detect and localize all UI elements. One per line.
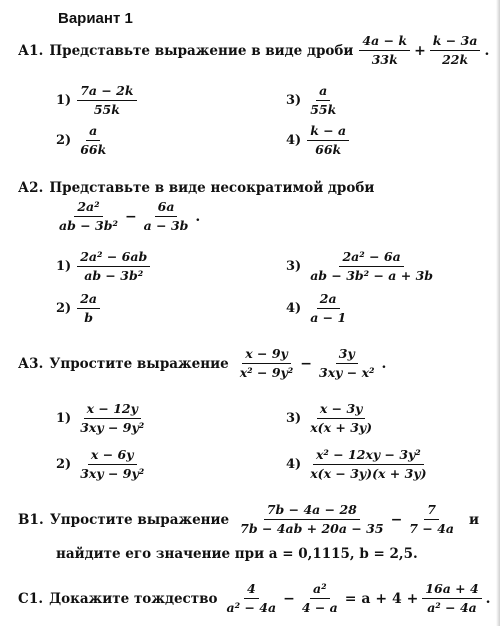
- a1-option-2: [56, 124, 109, 158]
- c1-expr-frac-3: $\frac{16a + 4}{\text{a² − 4a}}$: [422, 582, 481, 616]
- a3-option-4-number: 4): [286, 457, 302, 473]
- a2-option-1-number: 1): [56, 259, 72, 275]
- a2-option-3-frac: $\frac{\text{2a² − 6a}}{\text{ab − 3b² − a + 3b}}$: [310, 249, 434, 284]
- a3-expr-op: −: [300, 355, 313, 372]
- task-b1-label: В1.: [18, 511, 44, 528]
- a1-option-4-frac: $\frac{k - a}{66k}$: [307, 124, 349, 158]
- task-c1-label: С1.: [18, 590, 44, 607]
- c1-expr-end: .: [485, 590, 491, 607]
- a1-option-3: [286, 84, 339, 118]
- page-edge-shadow: [496, 0, 500, 626]
- a2-option-2-frac: $\frac{2a}{b}$: [77, 292, 100, 326]
- a1-option-2-frac: $\frac{a}{66k}$: [80, 123, 107, 158]
- a2-option-4: [286, 292, 349, 326]
- a3-option-3-frac: $\frac{x - 3y}{x(x + 3y)}$: [310, 401, 373, 436]
- a2-expr-frac-1: $\frac{\text{2a²}}{\text{ab − 3b²}}$: [59, 199, 118, 234]
- task-b1-prompt: Упростите выражение: [49, 511, 230, 528]
- a2-expr-frac-2: $\frac{6a}{a - 3b}$: [143, 199, 189, 234]
- a1-option-2-number: 2): [56, 133, 72, 149]
- a2-option-3: [286, 250, 436, 284]
- task-c1-prompt: Докажите тождество: [49, 590, 218, 607]
- a1-option-4-number: 4): [286, 133, 302, 149]
- a3-option-2-number: 2): [56, 457, 72, 473]
- a3-option-1-number: 1): [56, 411, 72, 427]
- c1-expr-frac-1: $\frac{4}{\text{a² − 4a}}$: [226, 581, 277, 616]
- a2-expr-op: −: [124, 208, 137, 225]
- a1-option-1-number: 1): [56, 93, 72, 109]
- a3-option-4: [286, 448, 430, 482]
- a2-option-2: [56, 292, 100, 326]
- a2-option-2-number: 2): [56, 301, 72, 317]
- task-a3: [18, 347, 390, 381]
- a3-option-2: [56, 448, 147, 482]
- task-a1-label: А1.: [18, 42, 44, 59]
- task-a2-prompt: Представьте в виде несократимой дроби: [49, 180, 375, 196]
- b1-tail: и: [468, 511, 479, 528]
- a2-option-1: [56, 250, 150, 284]
- a1-option-4: [286, 124, 349, 158]
- c1-expr-op-2: = a + 4 +: [344, 590, 419, 607]
- a3-option-2-frac: $\frac{x - 6y}{\text{3xy − 9y²}}$: [80, 447, 145, 482]
- a1-expr-end: .: [484, 42, 490, 59]
- a3-option-1-frac: $\frac{x - 12y}{\text{3xy − 9y²}}$: [80, 401, 145, 436]
- a1-option-1-frac: $\frac{7a - 2k}{55k}$: [77, 84, 136, 118]
- a1-option-1: [56, 84, 137, 118]
- a2-expression: [56, 200, 204, 234]
- a3-option-3-number: 3): [286, 411, 302, 427]
- a3-option-1: [56, 402, 147, 436]
- a1-expr-op: +: [414, 42, 426, 59]
- b1-expr-frac-1: $\frac{7b - 4a - 28}{7b - 4ab + 20a - 35}$: [240, 502, 384, 537]
- a2-expr-end: .: [195, 208, 201, 225]
- a2-option-4-number: 4): [286, 301, 302, 317]
- variant-title: Вариант 1: [58, 10, 133, 27]
- task-a1-prompt: Представьте выражение в виде дроби: [49, 42, 354, 59]
- task-a3-prompt: Упростите выражение: [49, 355, 229, 372]
- a3-option-3: [286, 402, 375, 436]
- a2-option-4-frac: $\frac{2a}{a - 1}$: [310, 291, 347, 326]
- task-a2: [18, 180, 374, 196]
- task-a3-label: А3.: [18, 355, 44, 372]
- b1-expr-frac-2: $\frac{7}{7 - 4a}$: [409, 502, 454, 537]
- a3-option-4-frac: $\frac{\text{x² − 12xy − 3y²}}{x(x - 3y)(x + 3y)}$: [310, 447, 427, 482]
- a1-expr-frac-1: $\frac{4a - k}{33k}$: [359, 34, 410, 68]
- a3-expr-frac-1: $\frac{x - 9y}{\text{x² − 9y²}}$: [239, 346, 294, 381]
- b1-expr-op: −: [390, 511, 403, 528]
- a1-expr-frac-2: $\frac{k - 3a}{22k}$: [430, 34, 481, 68]
- a2-option-3-number: 3): [286, 259, 302, 275]
- b1-line2: найдите его значение при a = 0,1115, b = 2,5.: [56, 546, 418, 562]
- c1-expr-frac-2: $\frac{\text{a²}}{4 - a}$: [301, 581, 338, 616]
- a1-option-3-number: 3): [286, 93, 302, 109]
- task-a2-label: А2.: [18, 180, 44, 196]
- task-c1: [18, 582, 495, 616]
- a3-expr-end: .: [381, 355, 387, 372]
- task-a1: [18, 34, 493, 68]
- a2-option-1-frac: $\frac{\text{2a² − 6ab}}{\text{ab − 3b²}}$: [77, 250, 150, 284]
- a3-expr-frac-2: $\frac{3y}{\text{3xy − x²}}$: [319, 346, 375, 381]
- task-b1: [18, 503, 479, 537]
- a1-option-3-frac: $\frac{a}{55k}$: [310, 83, 337, 118]
- c1-expr-op-1: −: [283, 590, 295, 607]
